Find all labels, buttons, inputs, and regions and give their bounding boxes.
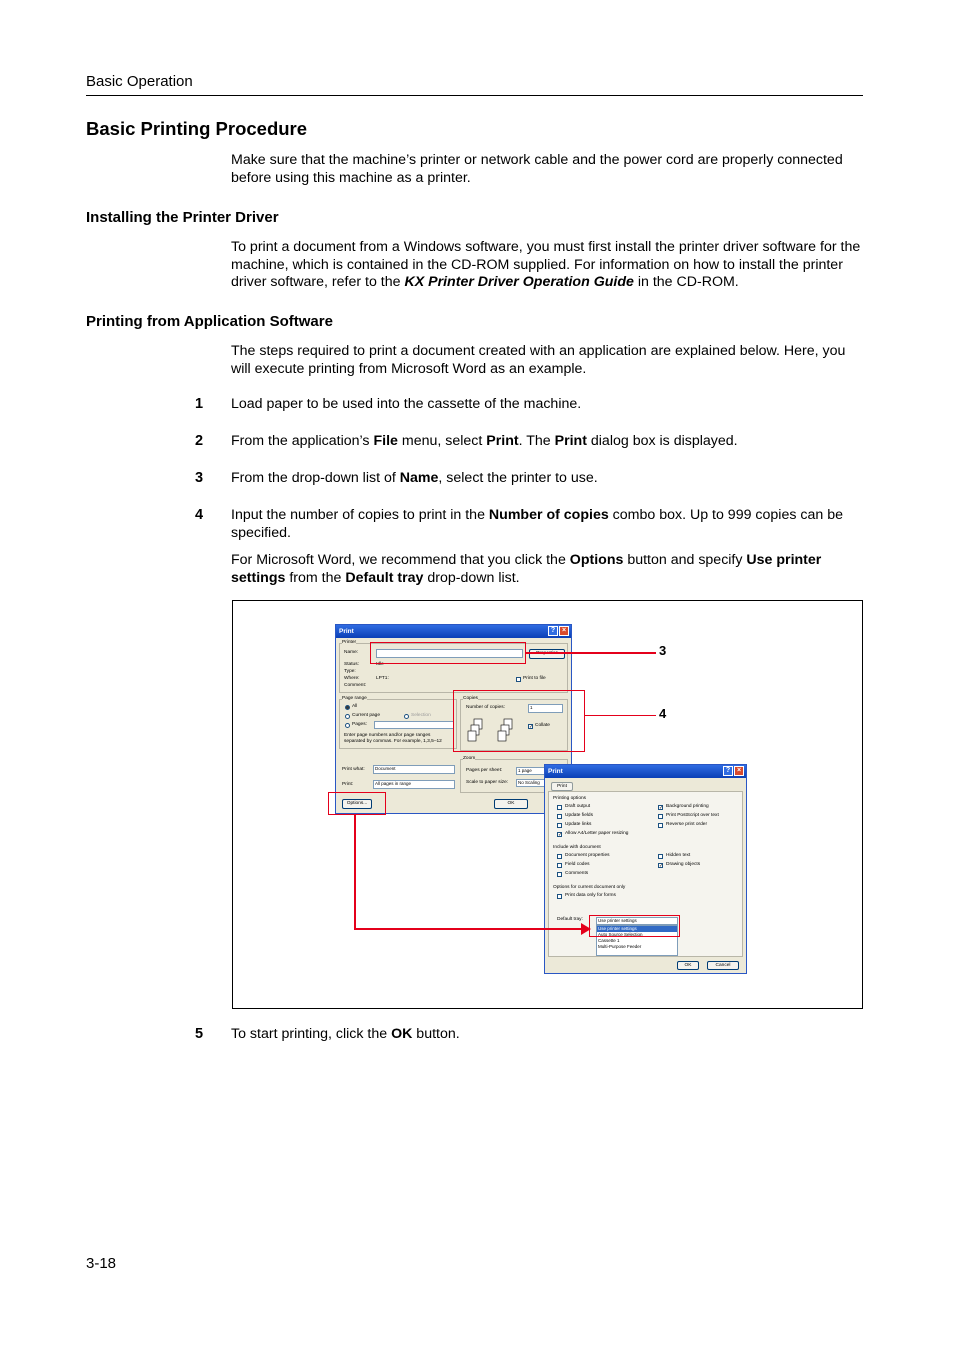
- pages-label: Pages:: [352, 722, 367, 727]
- installing-text-after: in the CD-ROM.: [633, 274, 739, 290]
- figure-frame: [232, 600, 863, 1009]
- default-tray-select[interactable]: Use printer settings: [596, 917, 678, 925]
- draft-output-checkbox[interactable]: [557, 805, 562, 810]
- installing-text-before: To print a document from a Windows software, you must first install the printer driver software for the machine, which is contained in the CD-ROM supplied. For information on how to install the printer driver software, refer to the: [231, 239, 861, 290]
- step-text-part: From the drop-down list of: [231, 470, 400, 486]
- step-text-part: menu, select: [397, 433, 487, 449]
- step-number: 5: [195, 1026, 204, 1042]
- note-paragraph: [231, 552, 865, 587]
- name-label: Name:: [344, 650, 359, 655]
- update-links-checkbox[interactable]: [557, 823, 562, 828]
- copies-label: Copies: [463, 696, 478, 701]
- step-text: [231, 1026, 865, 1044]
- step-text-part: . The: [518, 433, 555, 449]
- page-range-label: Page range: [342, 696, 367, 701]
- note-text-part: from the: [285, 569, 346, 586]
- print-data-only-label: Print data only for forms: [565, 893, 616, 898]
- options-highlight-box: [328, 792, 386, 815]
- status-label: Status:: [344, 662, 359, 667]
- comments-checkbox[interactable]: [557, 872, 562, 877]
- field-codes-label: Field codes: [565, 862, 590, 867]
- step-term: Number of copies: [488, 507, 609, 523]
- step-text: [231, 433, 865, 451]
- current-page-label: Current page: [352, 713, 380, 718]
- pages-per-sheet-label: Pages per sheet:: [466, 768, 503, 773]
- print-data-only-checkbox[interactable]: [557, 894, 562, 899]
- properties-button[interactable]: [529, 649, 565, 659]
- print-label: Print:: [342, 782, 354, 787]
- page-title: Basic Printing Procedure: [86, 118, 308, 139]
- step-number: 3: [195, 470, 204, 486]
- copies-highlight-box: [453, 690, 585, 752]
- installing-paragraph: [231, 239, 865, 292]
- reverse-order-label: Reverse print order: [666, 822, 708, 827]
- step-number: 1: [195, 396, 204, 412]
- reverse-order-checkbox[interactable]: [658, 823, 663, 828]
- options-dialog-title: Print: [548, 768, 563, 775]
- print-to-file-checkbox[interactable]: [516, 677, 521, 682]
- tray-option[interactable]: Auto Source Selection: [598, 932, 643, 937]
- collate-checkbox[interactable]: ✓: [529, 724, 534, 730]
- draft-output-label: Draft output: [565, 804, 591, 809]
- drawing-objects-label: Drawing objects: [666, 862, 701, 867]
- step-text-part: From the application’s: [231, 433, 374, 449]
- background-printing-checkbox[interactable]: ✓: [659, 805, 664, 811]
- allow-a4-checkbox[interactable]: ✓: [558, 832, 563, 838]
- printing-intro: The steps required to print a document created with an application are explained below. Here, you will execute printing from Microsoft Word as an example.: [231, 343, 846, 377]
- scale-select[interactable]: No Scaling: [516, 779, 564, 787]
- step-term: Print: [554, 433, 587, 449]
- drawing-objects-checkbox[interactable]: ✓: [659, 863, 664, 869]
- tray-highlight-box: [589, 915, 680, 937]
- printing-options-label: Printing options: [553, 796, 587, 801]
- step-text-part: Input the number of copies to print in the: [231, 507, 489, 523]
- step-text-part: , select the printer to use.: [438, 470, 598, 486]
- callout-4: 4: [659, 706, 667, 721]
- print-postscript-checkbox[interactable]: [658, 814, 663, 819]
- all-label: All: [352, 704, 358, 709]
- tab-print[interactable]: Print: [551, 782, 573, 791]
- step-term: OK: [391, 1026, 413, 1042]
- options-connector-vertical: [354, 815, 356, 929]
- step-text-part: combo box. Up to 999 copies can be specified.: [231, 507, 843, 541]
- step-term: Name: [399, 470, 439, 486]
- comments-label: Comments: [565, 871, 589, 876]
- document-properties-label: Document properties: [565, 853, 610, 858]
- document-properties-checkbox[interactable]: [557, 854, 562, 859]
- note-text-part: drop-down list.: [423, 569, 520, 586]
- running-header: Basic Operation: [86, 73, 193, 90]
- where-label: Where:: [344, 676, 360, 681]
- where-value: LPT1:: [376, 676, 389, 681]
- help-icon[interactable]: ?: [548, 626, 558, 636]
- selection-radio[interactable]: [404, 714, 409, 719]
- tray-option[interactable]: Multi-Purpose Feeder: [598, 944, 642, 949]
- range-hint-1: Enter page numbers and/or page ranges: [344, 733, 431, 738]
- note-term: Options: [569, 552, 624, 568]
- header-rule: [86, 95, 863, 96]
- close-icon[interactable]: ×: [559, 626, 569, 636]
- current-page-radio[interactable]: [345, 714, 350, 719]
- step-text: [231, 470, 865, 488]
- print-dialog-title: Print: [339, 628, 354, 635]
- hidden-text-checkbox[interactable]: [658, 854, 663, 859]
- help-icon[interactable]: ?: [723, 766, 733, 776]
- zoom-label: Zoom: [463, 756, 476, 761]
- options-button[interactable]: Options...: [342, 799, 372, 809]
- step-text: [231, 507, 865, 542]
- options-cancel-button[interactable]: Cancel: [707, 961, 739, 970]
- all-radio[interactable]: [345, 705, 350, 710]
- field-codes-checkbox[interactable]: [557, 863, 562, 868]
- range-hint-2: separated by commas. For example, 1,3,5–12: [344, 739, 442, 744]
- close-icon[interactable]: ×: [734, 766, 744, 776]
- update-links-label: Update links: [565, 822, 592, 827]
- print-options-dialog: [544, 764, 747, 974]
- page-number: 3-18: [86, 1255, 117, 1272]
- scale-label: Scale to paper size:: [466, 780, 509, 785]
- step-text-part: Load paper to be used into the cassette of the machine.: [231, 396, 582, 412]
- type-label: Type:: [344, 669, 356, 674]
- guide-title: KX Printer Driver Operation Guide: [404, 274, 634, 290]
- printer-group-label: Printer: [342, 640, 357, 645]
- status-value: Idle: [376, 662, 384, 667]
- installing-heading: Installing the Printer Driver: [86, 209, 279, 226]
- step-text-part: To start printing, click the: [231, 1026, 392, 1042]
- allow-a4-label: Allow A4/Letter paper resizing: [565, 831, 629, 836]
- pages-input[interactable]: [374, 721, 454, 729]
- print-what-select[interactable]: Document: [373, 765, 455, 774]
- background-printing-label: Background printing: [666, 804, 709, 809]
- step-number: 2: [195, 433, 204, 449]
- print-select[interactable]: All pages in range: [373, 780, 455, 789]
- note-term: Default tray: [345, 569, 424, 586]
- number-of-copies-label: Number of copies:: [466, 705, 505, 710]
- print-dialog-titlebar: [336, 625, 571, 638]
- pages-per-sheet-select[interactable]: 1 page: [516, 767, 564, 775]
- name-highlight-box: [370, 642, 526, 664]
- options-dialog-titlebar: [545, 765, 746, 778]
- pages-radio[interactable]: [345, 723, 350, 728]
- include-with-document-label: Include with document: [553, 845, 601, 850]
- options-connector-horizontal: [354, 928, 587, 930]
- options-current-label: Options for current document only: [553, 885, 626, 890]
- print-postscript-label: Print PostScript over text: [666, 813, 719, 818]
- update-fields-label: Update fields: [565, 813, 593, 818]
- step-term: Print: [486, 433, 519, 449]
- callout-line-3: [526, 652, 656, 654]
- note-text-part: For Microsoft Word, we recommend that you click the: [231, 552, 570, 568]
- printing-heading: Printing from Application Software: [86, 313, 333, 330]
- tray-option[interactable]: Use printer settings: [597, 926, 677, 932]
- selection-label: Selection: [411, 713, 431, 718]
- step-text: [231, 396, 865, 414]
- default-tray-label: Default tray:: [557, 917, 583, 922]
- callout-line-4: [585, 715, 656, 716]
- update-fields-checkbox[interactable]: [557, 814, 562, 819]
- intro-paragraph: Make sure that the machine’s printer or network cable and the power cord are properly connected before using this machine as a printer.: [231, 152, 843, 186]
- copies-input[interactable]: 1: [528, 704, 563, 713]
- options-ok-button[interactable]: OK: [677, 961, 699, 970]
- note-text-part: button and specify: [623, 552, 747, 568]
- collate-label: Collate: [535, 723, 550, 728]
- print-to-file-label: Print to file: [523, 676, 546, 681]
- step-text-part: dialog box is displayed.: [586, 433, 738, 449]
- step-text-part: button.: [412, 1026, 460, 1042]
- tray-option[interactable]: Cassette 1: [598, 938, 620, 943]
- callout-3: 3: [659, 643, 667, 658]
- step-number: 4: [195, 507, 204, 523]
- ok-button[interactable]: OK: [494, 799, 528, 809]
- print-what-label: Print what:: [342, 767, 365, 772]
- comment-label: Comment:: [344, 683, 367, 688]
- step-term: File: [373, 433, 398, 449]
- hidden-text-label: Hidden text: [666, 853, 691, 858]
- note-term: Use printer settings: [231, 552, 822, 586]
